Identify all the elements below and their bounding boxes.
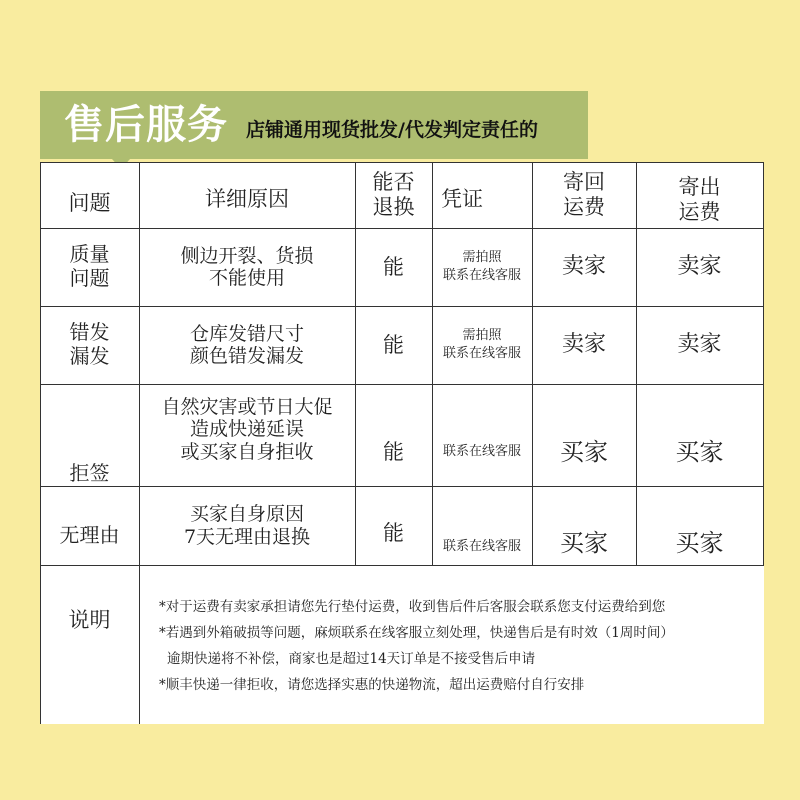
row-detail-l1: 侧边开裂、货损 [180,244,314,267]
row-detail-l2: 7天无理由退换 [183,525,311,548]
note-line: *对于运费有卖家承担请您先行垫付运费，收到售后件后客服会联系您支付运费给到您 [159,599,666,615]
row-issue: 拒签 [69,461,110,486]
header-proof [432,162,492,228]
row-detail [139,384,355,486]
row-return-fee: 买家 [560,528,608,557]
row-send-fee: 卖家 [677,332,722,358]
row-send-fee: 买家 [675,437,724,466]
header-proof-label: 凭证 [441,186,483,211]
row-returnable: 能 [383,439,404,464]
row-return-fee: 卖家 [561,254,606,280]
header-returnable [355,162,432,228]
after-sales-table [40,162,764,724]
banner-subtitle: 店铺通用现货批发/代发判定责任的 [246,119,538,141]
row-return-fee: 卖家 [561,332,606,358]
row-issue [40,228,139,306]
header-return-fee [532,162,636,228]
header-send-fee [636,162,763,228]
note-line: 逾期快递将不补偿，商家也是超过14天订单是不接受售后申请 [167,651,536,667]
row-send-fee: 卖家 [677,254,722,280]
row-returnable: 能 [383,332,404,357]
header-returnable-l2: 退换 [372,195,415,219]
row-detail [139,228,355,306]
row-return-fee: 买家 [560,437,608,466]
row-issue [40,306,139,384]
header-issue [40,170,139,228]
row-proof: 联系在线客服 [442,444,521,460]
row-detail-l1: 买家自身原因 [189,503,304,526]
row-detail-l1: 自然灾害或节日大促 [161,396,333,418]
header-detail [139,162,355,228]
row-issue-l2: 漏发 [69,344,110,368]
header-returnable-l1: 能否 [372,170,415,195]
row-proof: 联系在线客服 [442,539,521,555]
row-issue: 无理由 [59,523,120,548]
row-detail [139,486,355,565]
table-rule [763,162,764,565]
row-issue-l1: 错发 [69,320,110,345]
row-send-fee: 买家 [675,528,724,557]
row-issue-l1: 质量 [69,242,110,267]
row-returnable: 能 [383,520,404,545]
row-proof [432,228,532,306]
row-returnable: 能 [383,254,404,279]
row-detail-l2: 造成快递延误 [189,418,304,441]
header-send-fee-l2: 运费 [678,200,721,224]
note-line: *顺丰快递一律拒收，请您选择实惠的快递物流，超出运费赔付自行安排 [159,677,585,693]
header-detail-label: 详细原因 [205,186,289,211]
header-return-fee-l2: 运费 [563,195,605,219]
header-issue-label: 问题 [68,191,111,216]
header-send-fee-l1: 寄出 [678,175,721,200]
row-detail-l3: 或买家自身拒收 [180,440,314,463]
row-detail-l2: 不能使用 [208,267,285,289]
row-proof [432,306,532,384]
row-proof-l2: 联系在线客服 [442,346,521,361]
row-detail-l1: 仓库发错尺寸 [189,322,304,345]
row-proof-l2: 联系在线客服 [442,268,521,283]
note-line: *若遇到外箱破损等问题，麻烦联系在线客服立刻处理，快递售后是有时效（1周时间） [159,625,674,641]
row-detail-l2: 颜色错发漏发 [189,345,304,367]
notes-list [159,594,759,698]
header-return-fee-l1: 寄回 [563,170,605,195]
row-detail [139,306,355,384]
row-proof-l1: 需拍照 [462,250,502,266]
row-proof-l1: 需拍照 [462,328,502,344]
banner-title: 售后服务 [64,102,228,148]
notes-label: 说明 [68,607,111,632]
row-issue-l2: 问题 [69,266,110,290]
